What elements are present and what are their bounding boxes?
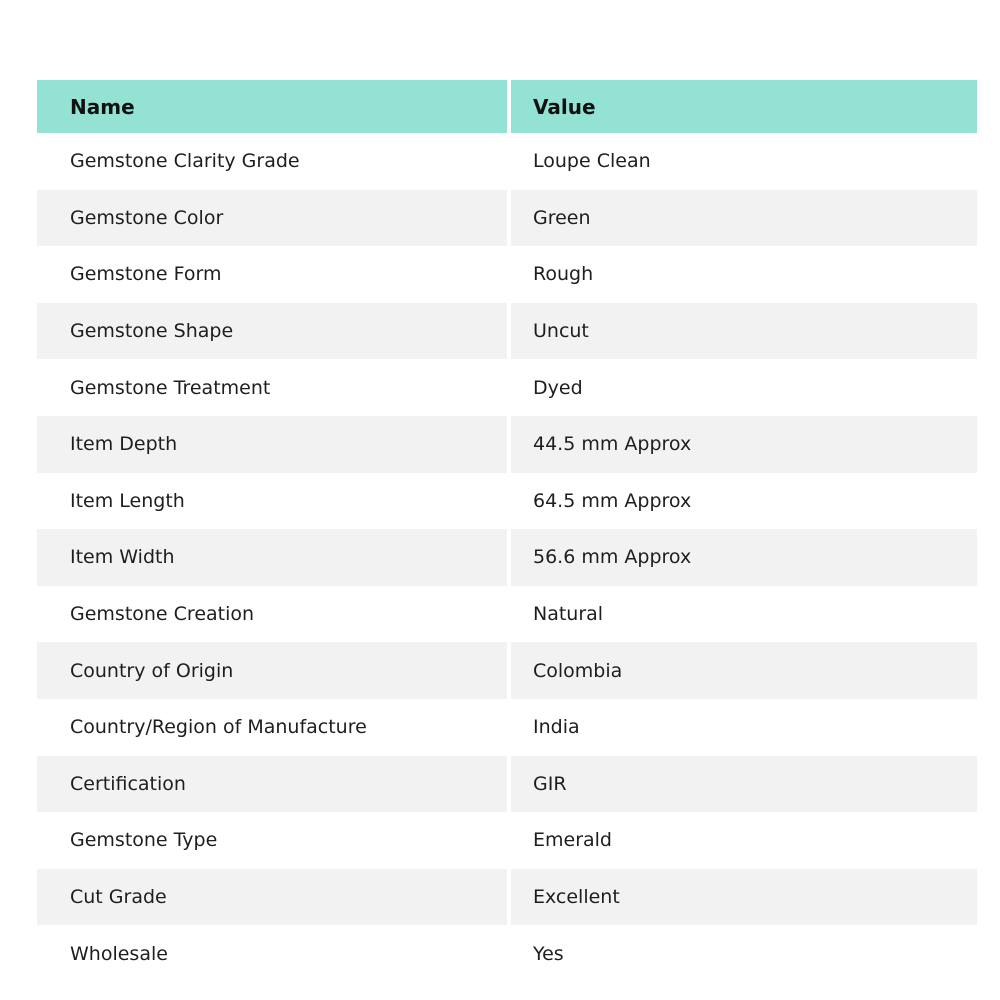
spec-name-cell: Country/Region of Manufacture xyxy=(37,699,507,756)
table-row xyxy=(37,133,977,190)
spec-value-cell: 44.5 mm Approx xyxy=(511,416,977,473)
spec-value-cell: 56.6 mm Approx xyxy=(511,529,977,586)
table-row xyxy=(37,416,977,473)
spec-name-cell: Gemstone Shape xyxy=(37,303,507,360)
item-specifics-table xyxy=(37,80,977,982)
table-row xyxy=(37,473,977,530)
spec-name-cell: Item Depth xyxy=(37,416,507,473)
table-row xyxy=(37,586,977,643)
spec-name-cell: Gemstone Form xyxy=(37,246,507,303)
table-row xyxy=(37,925,977,982)
table-row xyxy=(37,529,977,586)
column-header-value: Value xyxy=(511,80,977,133)
spec-value-cell: GIR xyxy=(511,756,977,813)
spec-name-cell: Gemstone Clarity Grade xyxy=(37,133,507,190)
table-row xyxy=(37,359,977,416)
spec-value-cell: Natural xyxy=(511,586,977,643)
spec-name-cell: Gemstone Creation xyxy=(37,586,507,643)
spec-name-cell: Gemstone Color xyxy=(37,190,507,247)
spec-name-cell: Item Length xyxy=(37,473,507,530)
table-row xyxy=(37,812,977,869)
spec-value-cell: 64.5 mm Approx xyxy=(511,473,977,530)
table-header-row xyxy=(37,80,977,133)
spec-value-cell: India xyxy=(511,699,977,756)
spec-name-cell: Gemstone Type xyxy=(37,812,507,869)
table-row xyxy=(37,869,977,926)
table-row xyxy=(37,190,977,247)
table-row xyxy=(37,303,977,360)
spec-name-cell: Cut Grade xyxy=(37,869,507,926)
spec-value-cell: Loupe Clean xyxy=(511,133,977,190)
spec-name-cell: Wholesale xyxy=(37,925,507,982)
spec-value-cell: Green xyxy=(511,190,977,247)
column-header-name: Name xyxy=(37,80,507,133)
spec-value-cell: Uncut xyxy=(511,303,977,360)
spec-name-cell: Certification xyxy=(37,756,507,813)
spec-value-cell: Dyed xyxy=(511,359,977,416)
spec-value-cell: Rough xyxy=(511,246,977,303)
table-row xyxy=(37,246,977,303)
spec-value-cell: Emerald xyxy=(511,812,977,869)
table-row xyxy=(37,699,977,756)
spec-name-cell: Country of Origin xyxy=(37,642,507,699)
spec-name-cell: Gemstone Treatment xyxy=(37,359,507,416)
spec-name-cell: Item Width xyxy=(37,529,507,586)
table-row xyxy=(37,642,977,699)
spec-value-cell: Colombia xyxy=(511,642,977,699)
spec-value-cell: Excellent xyxy=(511,869,977,926)
table-row xyxy=(37,756,977,813)
spec-value-cell: Yes xyxy=(511,925,977,982)
